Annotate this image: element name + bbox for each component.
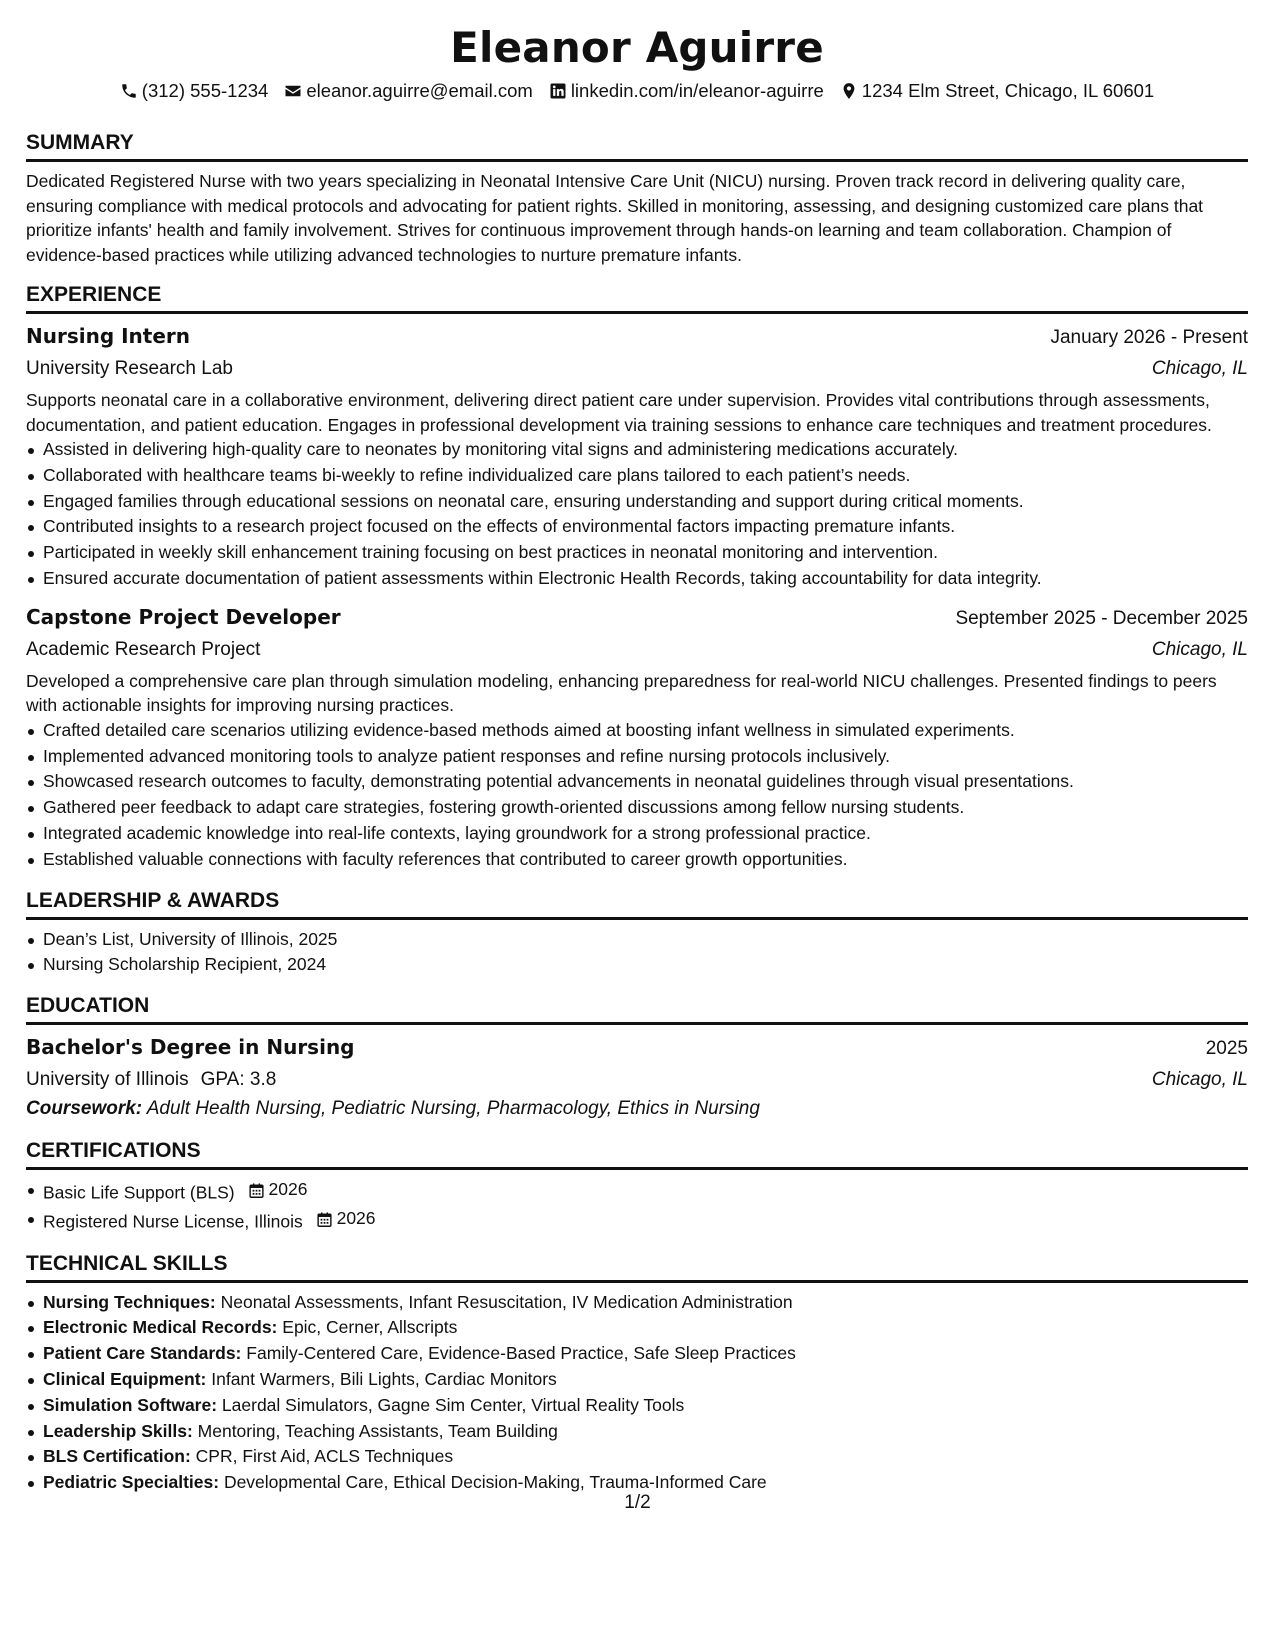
linkedin-text[interactable]: linkedin.com/in/eleanor-aguirre	[570, 80, 824, 101]
list-item: Dean’s List, University of Illinois, 2025	[26, 927, 1248, 953]
phone-text: (312) 555-1234	[141, 80, 269, 101]
envelope-icon	[284, 82, 302, 100]
skill-label: Leadership Skills:	[43, 1420, 193, 1441]
skill-label: Clinical Equipment:	[43, 1368, 207, 1389]
list-item: Ensured accurate documentation of patient assessments within Electronic Health Records, taking accountability for data integrity.	[26, 566, 1248, 592]
graduation-year: 2025	[1205, 1038, 1248, 1060]
skill-label: Pediatric Specialties:	[43, 1472, 220, 1493]
address-text: 1234 Elm Street, Chicago, IL 60601	[861, 80, 1155, 101]
section-title-summary: SUMMARY	[26, 129, 1248, 162]
list-item: Implemented advanced monitoring tools to analyze patient responses and refine nursing protocols inclusively.	[26, 744, 1248, 770]
certification-year: 2026	[336, 1208, 376, 1229]
coursework-label: Coursework:	[26, 1098, 143, 1120]
skill-label: Electronic Medical Records:	[43, 1317, 278, 1338]
list-item: Showcased research outcomes to faculty, demonstrating potential advancements in neonatal guidelines through visual presentations.	[26, 769, 1248, 795]
job-date: January 2026 - Present	[1050, 327, 1248, 348]
section-title-education: EDUCATION	[26, 992, 1248, 1025]
calendar-icon	[316, 1211, 333, 1228]
linkedin-icon	[549, 82, 567, 100]
list-item	[26, 1177, 1248, 1206]
job-title: Nursing Intern	[26, 324, 191, 348]
awards-list	[26, 927, 1248, 979]
list-item: Nursing Scholarship Recipient, 2024	[26, 952, 1248, 978]
list-item: Collaborated with healthcare teams bi-weekly to refine individualized care plans tailored to each patient’s needs.	[26, 463, 1248, 489]
job-organization: Academic Research Project	[26, 638, 261, 660]
degree-title: Bachelor's Degree in Nursing	[26, 1035, 355, 1060]
coursework-list: Adult Health Nursing, Pediatric Nursing, Pharmacology, Ethics in Nursing	[146, 1098, 760, 1120]
experience-section	[26, 281, 1248, 873]
skills-list	[26, 1290, 1248, 1496]
list-item: Participated in weekly skill enhancement training focusing on best practices in neonatal monitoring and intervention.	[26, 540, 1248, 566]
contact-linkedin[interactable]	[549, 78, 824, 104]
candidate-name: Eleanor Aguirre	[450, 23, 824, 72]
skill-value: Developmental Care, Ethical Decision-Making, Trauma-Informed Care	[223, 1472, 767, 1493]
contact-bar	[26, 78, 1248, 104]
summary-section	[26, 129, 1248, 267]
skill-label: Patient Care Standards:	[43, 1343, 242, 1364]
page-number: 1/2	[624, 1492, 651, 1513]
leadership-section	[26, 887, 1248, 979]
list-item: Contributed insights to a research project focused on the effects of environmental factors impacting premature infants.	[26, 514, 1248, 540]
contact-email[interactable]	[284, 78, 533, 104]
job-bullets	[26, 718, 1248, 873]
skill-value: Infant Warmers, Bili Lights, Cardiac Monitors	[211, 1368, 557, 1389]
job-location: Chicago, IL	[1151, 638, 1248, 660]
skill-label: Simulation Software:	[43, 1394, 218, 1415]
section-title-certifications: CERTIFICATIONS	[26, 1137, 1248, 1170]
list-item	[26, 1206, 1248, 1235]
school-name: University of Illinois	[26, 1069, 189, 1091]
certification-name: Basic Life Support (BLS)	[43, 1182, 235, 1203]
list-item: Crafted detailed care scenarios utilizing evidence-based methods aimed at boosting infant wellness in simulated experiments.	[26, 718, 1248, 744]
coursework	[26, 1095, 1248, 1123]
gpa: GPA: 3.8	[200, 1069, 277, 1091]
list-item	[26, 1393, 1248, 1419]
email-text[interactable]: eleanor.aguirre@email.com	[306, 80, 533, 101]
job-date: September 2025 - December 2025	[955, 607, 1248, 629]
skill-value: Laerdal Simulators, Gagne Sim Center, Virtual Reality Tools	[221, 1394, 685, 1415]
experience-entry	[26, 602, 1248, 873]
skills-section	[26, 1250, 1248, 1496]
skill-label: Nursing Techniques:	[43, 1291, 216, 1312]
skill-value: Neonatal Assessments, Infant Resuscitation, IV Medication Administration	[220, 1291, 793, 1312]
job-description: Developed a comprehensive care plan through simulation modeling, enhancing preparedness for real-world NICU challenges. Presented findings to peers with actionable insights for improving nursing practices.	[26, 670, 1217, 716]
job-description: Supports neonatal care in a collaborative environment, delivering direct patient care under supervision. Provides vital contributions through assessments, documentation, and patient education. Engages in professional development via training sessions to enhance care techniques and treatment procedures.	[26, 390, 1212, 435]
job-bullets	[26, 437, 1248, 592]
job-location: Chicago, IL	[1151, 358, 1248, 379]
list-item: Integrated academic knowledge into real-life contexts, laying groundwork for a strong professional practice.	[26, 821, 1248, 847]
skill-label: BLS Certification:	[43, 1446, 191, 1467]
certifications-list	[26, 1177, 1248, 1235]
section-title-experience: EXPERIENCE	[26, 281, 1248, 314]
contact-address	[840, 78, 1154, 104]
certifications-section	[26, 1137, 1248, 1235]
list-item: Assisted in delivering high-quality care to neonates by monitoring vital signs and administering medications accurately.	[26, 437, 1248, 463]
job-title: Capstone Project Developer	[26, 604, 341, 629]
education-section	[26, 992, 1248, 1123]
list-item	[26, 1367, 1248, 1393]
calendar-icon	[248, 1182, 265, 1199]
list-item: Established valuable connections with faculty references that contributed to career growth opportunities.	[26, 847, 1248, 873]
skill-value: Family-Centered Care, Evidence-Based Practice, Safe Sleep Practices	[246, 1343, 796, 1364]
list-item	[26, 1444, 1248, 1470]
list-item: Engaged families through educational sessions on neonatal care, ensuring understanding and support during critical moments.	[26, 489, 1248, 515]
contact-phone	[120, 78, 269, 104]
list-item: Gathered peer feedback to adapt care strategies, fostering growth-oriented discussions among fellow nursing students.	[26, 795, 1248, 821]
summary-text: Dedicated Registered Nurse with two years specializing in Neonatal Intensive Care Unit (NICU) nursing. Proven track record in delivering quality care, ensuring compliance with medical protocols and advocating for patient rights. Skilled in monitoring, assessing, and designing customized care plans that prioritize infants' health and family involvement. Strives for continuous improvement through hands-on learning and team collaboration. Champion of evidence-based practices while utilizing advanced technologies to nurture premature infants.	[26, 171, 1204, 265]
section-title-leadership: LEADERSHIP & AWARDS	[26, 887, 1248, 920]
section-title-skills: TECHNICAL SKILLS	[26, 1250, 1248, 1283]
list-item	[26, 1290, 1248, 1316]
experience-entry	[26, 321, 1248, 592]
certification-year: 2026	[268, 1179, 308, 1200]
list-item	[26, 1341, 1248, 1367]
list-item	[26, 1419, 1248, 1445]
certification-name: Registered Nurse License, Illinois	[43, 1211, 303, 1232]
school-location: Chicago, IL	[1151, 1069, 1248, 1091]
skill-value: Epic, Cerner, Allscripts	[282, 1317, 458, 1338]
skill-value: Mentoring, Teaching Assistants, Team Building	[197, 1420, 558, 1441]
skill-value: CPR, First Aid, ACLS Techniques	[195, 1446, 454, 1467]
map-pin-icon	[840, 82, 858, 100]
job-organization: University Research Lab	[26, 358, 233, 379]
list-item	[26, 1315, 1248, 1341]
phone-icon	[120, 82, 138, 100]
